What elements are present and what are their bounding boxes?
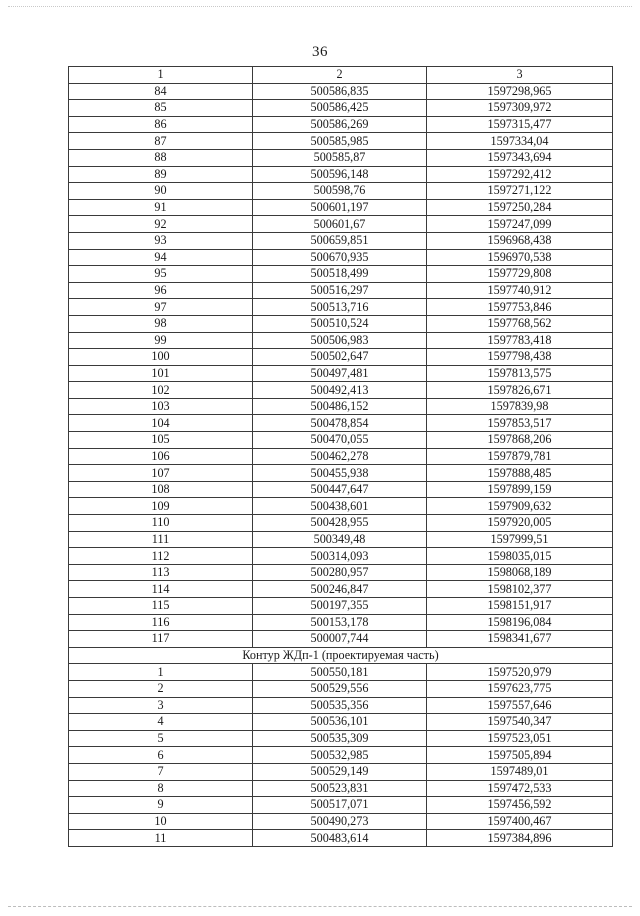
- y-coordinate-cell: 1597250,284: [427, 199, 613, 216]
- table-row: [69, 100, 613, 117]
- x-coordinate-cell: 500596,148: [253, 166, 427, 183]
- table-row: [69, 315, 613, 332]
- table-row: [69, 183, 613, 200]
- y-coordinate-cell: 1597540,347: [427, 714, 613, 731]
- x-coordinate-cell: 500601,197: [253, 199, 427, 216]
- table-row: [69, 332, 613, 349]
- table-row: [69, 465, 613, 482]
- y-coordinate-cell: 1597853,517: [427, 415, 613, 432]
- table-row: [69, 747, 613, 764]
- table-row: [69, 515, 613, 532]
- x-coordinate-cell: 500585,87: [253, 149, 427, 166]
- y-coordinate-cell: 1597623,775: [427, 680, 613, 697]
- table-row: [69, 714, 613, 731]
- table-row: [69, 631, 613, 648]
- y-coordinate-cell: 1597384,896: [427, 830, 613, 847]
- x-coordinate-cell: 500280,957: [253, 564, 427, 581]
- y-coordinate-cell: 1597783,418: [427, 332, 613, 349]
- point-number-cell: 95: [69, 266, 253, 283]
- header-cell-point: 1: [69, 67, 253, 84]
- x-coordinate-cell: 500153,178: [253, 614, 427, 631]
- x-coordinate-cell: 500517,071: [253, 797, 427, 814]
- point-number-cell: 2: [69, 680, 253, 697]
- x-coordinate-cell: 500516,297: [253, 282, 427, 299]
- x-coordinate-cell: 500246,847: [253, 581, 427, 598]
- point-number-cell: 6: [69, 747, 253, 764]
- table-row: [69, 598, 613, 615]
- x-coordinate-cell: 500529,149: [253, 763, 427, 780]
- y-coordinate-cell: 1598151,917: [427, 598, 613, 615]
- table-row: [69, 166, 613, 183]
- y-coordinate-cell: 1597456,592: [427, 797, 613, 814]
- x-coordinate-cell: 500529,556: [253, 680, 427, 697]
- table-row: [69, 797, 613, 814]
- y-coordinate-cell: 1597472,533: [427, 780, 613, 797]
- y-coordinate-cell: 1597768,562: [427, 315, 613, 332]
- x-coordinate-cell: 500513,716: [253, 299, 427, 316]
- x-coordinate-cell: 500550,181: [253, 664, 427, 681]
- table-row: [69, 415, 613, 432]
- x-coordinate-cell: 500518,499: [253, 266, 427, 283]
- point-number-cell: 91: [69, 199, 253, 216]
- point-number-cell: 100: [69, 349, 253, 366]
- point-number-cell: 116: [69, 614, 253, 631]
- table-row: [69, 763, 613, 780]
- point-number-cell: 101: [69, 365, 253, 382]
- y-coordinate-cell: 1596970,538: [427, 249, 613, 266]
- table-row: [69, 282, 613, 299]
- x-coordinate-cell: 500492,413: [253, 382, 427, 399]
- header-row: [69, 67, 613, 84]
- y-coordinate-cell: 1598068,189: [427, 564, 613, 581]
- point-number-cell: 103: [69, 398, 253, 415]
- point-number-cell: 107: [69, 465, 253, 482]
- y-coordinate-cell: 1597271,122: [427, 183, 613, 200]
- point-number-cell: 84: [69, 83, 253, 100]
- y-coordinate-cell: 1597729,808: [427, 266, 613, 283]
- point-number-cell: 115: [69, 598, 253, 615]
- x-coordinate-cell: 500536,101: [253, 714, 427, 731]
- y-coordinate-cell: 1597813,575: [427, 365, 613, 382]
- x-coordinate-cell: 500659,851: [253, 232, 427, 249]
- x-coordinate-cell: 500470,055: [253, 432, 427, 449]
- x-coordinate-cell: 500462,278: [253, 448, 427, 465]
- x-coordinate-cell: 500586,835: [253, 83, 427, 100]
- x-coordinate-cell: 500502,647: [253, 349, 427, 366]
- y-coordinate-cell: 1597247,099: [427, 216, 613, 233]
- x-coordinate-cell: 500586,425: [253, 100, 427, 117]
- x-coordinate-cell: 500349,48: [253, 531, 427, 548]
- point-number-cell: 114: [69, 581, 253, 598]
- y-coordinate-cell: 1597309,972: [427, 100, 613, 117]
- x-coordinate-cell: 500490,273: [253, 813, 427, 830]
- y-coordinate-cell: 1597839,98: [427, 398, 613, 415]
- point-number-cell: 4: [69, 714, 253, 731]
- y-coordinate-cell: 1597868,206: [427, 432, 613, 449]
- point-number-cell: 111: [69, 531, 253, 548]
- point-number-cell: 117: [69, 631, 253, 648]
- point-number-cell: 110: [69, 515, 253, 532]
- point-number-cell: 3: [69, 697, 253, 714]
- point-number-cell: 88: [69, 149, 253, 166]
- x-coordinate-cell: 500455,938: [253, 465, 427, 482]
- table-row: [69, 680, 613, 697]
- x-coordinate-cell: 500497,481: [253, 365, 427, 382]
- table-row: [69, 448, 613, 465]
- point-number-cell: 113: [69, 564, 253, 581]
- table-row: [69, 266, 613, 283]
- y-coordinate-cell: 1597292,412: [427, 166, 613, 183]
- x-coordinate-cell: 500532,985: [253, 747, 427, 764]
- coordinates-table: [68, 66, 613, 847]
- point-number-cell: 90: [69, 183, 253, 200]
- x-coordinate-cell: 500447,647: [253, 481, 427, 498]
- y-coordinate-cell: 1597400,467: [427, 813, 613, 830]
- point-number-cell: 98: [69, 315, 253, 332]
- point-number-cell: 97: [69, 299, 253, 316]
- x-coordinate-cell: 500438,601: [253, 498, 427, 515]
- y-coordinate-cell: 1597520,979: [427, 664, 613, 681]
- y-coordinate-cell: 1598196,084: [427, 614, 613, 631]
- scan-edge-top: [8, 6, 632, 8]
- point-number-cell: 8: [69, 780, 253, 797]
- y-coordinate-cell: 1597899,159: [427, 481, 613, 498]
- x-coordinate-cell: 500585,985: [253, 133, 427, 150]
- y-coordinate-cell: 1598341,677: [427, 631, 613, 648]
- point-number-cell: 105: [69, 432, 253, 449]
- table-row: [69, 382, 613, 399]
- point-number-cell: 104: [69, 415, 253, 432]
- table-row: [69, 232, 613, 249]
- x-coordinate-cell: 500483,614: [253, 830, 427, 847]
- table-row: [69, 133, 613, 150]
- x-coordinate-cell: 500197,355: [253, 598, 427, 615]
- x-coordinate-cell: 500535,356: [253, 697, 427, 714]
- y-coordinate-cell: 1597888,485: [427, 465, 613, 482]
- x-coordinate-cell: 500007,744: [253, 631, 427, 648]
- y-coordinate-cell: 1597826,671: [427, 382, 613, 399]
- table-row: [69, 299, 613, 316]
- y-coordinate-cell: 1598102,377: [427, 581, 613, 598]
- table-row: [69, 780, 613, 797]
- x-coordinate-cell: 500670,935: [253, 249, 427, 266]
- point-number-cell: 92: [69, 216, 253, 233]
- point-number-cell: 7: [69, 763, 253, 780]
- table-row: [69, 830, 613, 847]
- y-coordinate-cell: 1597798,438: [427, 349, 613, 366]
- table-row: [69, 614, 613, 631]
- table-row: [69, 481, 613, 498]
- table-row: [69, 365, 613, 382]
- table-row: [69, 813, 613, 830]
- y-coordinate-cell: 1597920,005: [427, 515, 613, 532]
- x-coordinate-cell: 500314,093: [253, 548, 427, 565]
- table-row: [69, 498, 613, 515]
- section-title: Контур ЖДп-1 (проектируемая часть): [69, 647, 613, 664]
- x-coordinate-cell: 500486,152: [253, 398, 427, 415]
- x-coordinate-cell: 500598,76: [253, 183, 427, 200]
- x-coordinate-cell: 500523,831: [253, 780, 427, 797]
- x-coordinate-cell: 500601,67: [253, 216, 427, 233]
- page-number: 36: [312, 44, 328, 60]
- table-row: [69, 116, 613, 133]
- table-row: [69, 531, 613, 548]
- section-row: [69, 647, 613, 664]
- x-coordinate-cell: 500586,269: [253, 116, 427, 133]
- table-row: [69, 664, 613, 681]
- y-coordinate-cell: 1597557,646: [427, 697, 613, 714]
- y-coordinate-cell: 1597999,51: [427, 531, 613, 548]
- point-number-cell: 106: [69, 448, 253, 465]
- point-number-cell: 9: [69, 797, 253, 814]
- scan-edge-bottom: [8, 906, 632, 908]
- point-number-cell: 108: [69, 481, 253, 498]
- point-number-cell: 96: [69, 282, 253, 299]
- table-row: [69, 349, 613, 366]
- y-coordinate-cell: 1597505,894: [427, 747, 613, 764]
- table-row: [69, 249, 613, 266]
- point-number-cell: 10: [69, 813, 253, 830]
- y-coordinate-cell: 1597753,846: [427, 299, 613, 316]
- header-cell-y: 3: [427, 67, 613, 84]
- point-number-cell: 93: [69, 232, 253, 249]
- coordinates-table-body: [69, 67, 613, 847]
- point-number-cell: 102: [69, 382, 253, 399]
- y-coordinate-cell: 1597879,781: [427, 448, 613, 465]
- header-cell-x: 2: [253, 67, 427, 84]
- point-number-cell: 1: [69, 664, 253, 681]
- point-number-cell: 87: [69, 133, 253, 150]
- x-coordinate-cell: 500506,983: [253, 332, 427, 349]
- y-coordinate-cell: 1597523,051: [427, 730, 613, 747]
- table-row: [69, 564, 613, 581]
- table-row: [69, 216, 613, 233]
- point-number-cell: 109: [69, 498, 253, 515]
- y-coordinate-cell: 1597489,01: [427, 763, 613, 780]
- table-row: [69, 548, 613, 565]
- point-number-cell: 85: [69, 100, 253, 117]
- point-number-cell: 89: [69, 166, 253, 183]
- table-row: [69, 581, 613, 598]
- point-number-cell: 99: [69, 332, 253, 349]
- table-row: [69, 697, 613, 714]
- point-number-cell: 112: [69, 548, 253, 565]
- point-number-cell: 5: [69, 730, 253, 747]
- table-row: [69, 149, 613, 166]
- y-coordinate-cell: 1598035,015: [427, 548, 613, 565]
- y-coordinate-cell: 1596968,438: [427, 232, 613, 249]
- y-coordinate-cell: 1597740,912: [427, 282, 613, 299]
- y-coordinate-cell: 1597343,694: [427, 149, 613, 166]
- table-row: [69, 432, 613, 449]
- x-coordinate-cell: 500428,955: [253, 515, 427, 532]
- y-coordinate-cell: 1597334,04: [427, 133, 613, 150]
- x-coordinate-cell: 500510,524: [253, 315, 427, 332]
- point-number-cell: 86: [69, 116, 253, 133]
- table-row: [69, 199, 613, 216]
- y-coordinate-cell: 1597298,965: [427, 83, 613, 100]
- point-number-cell: 11: [69, 830, 253, 847]
- y-coordinate-cell: 1597315,477: [427, 116, 613, 133]
- y-coordinate-cell: 1597909,632: [427, 498, 613, 515]
- table-row: [69, 398, 613, 415]
- x-coordinate-cell: 500478,854: [253, 415, 427, 432]
- table-row: [69, 730, 613, 747]
- x-coordinate-cell: 500535,309: [253, 730, 427, 747]
- point-number-cell: 94: [69, 249, 253, 266]
- table-row: [69, 83, 613, 100]
